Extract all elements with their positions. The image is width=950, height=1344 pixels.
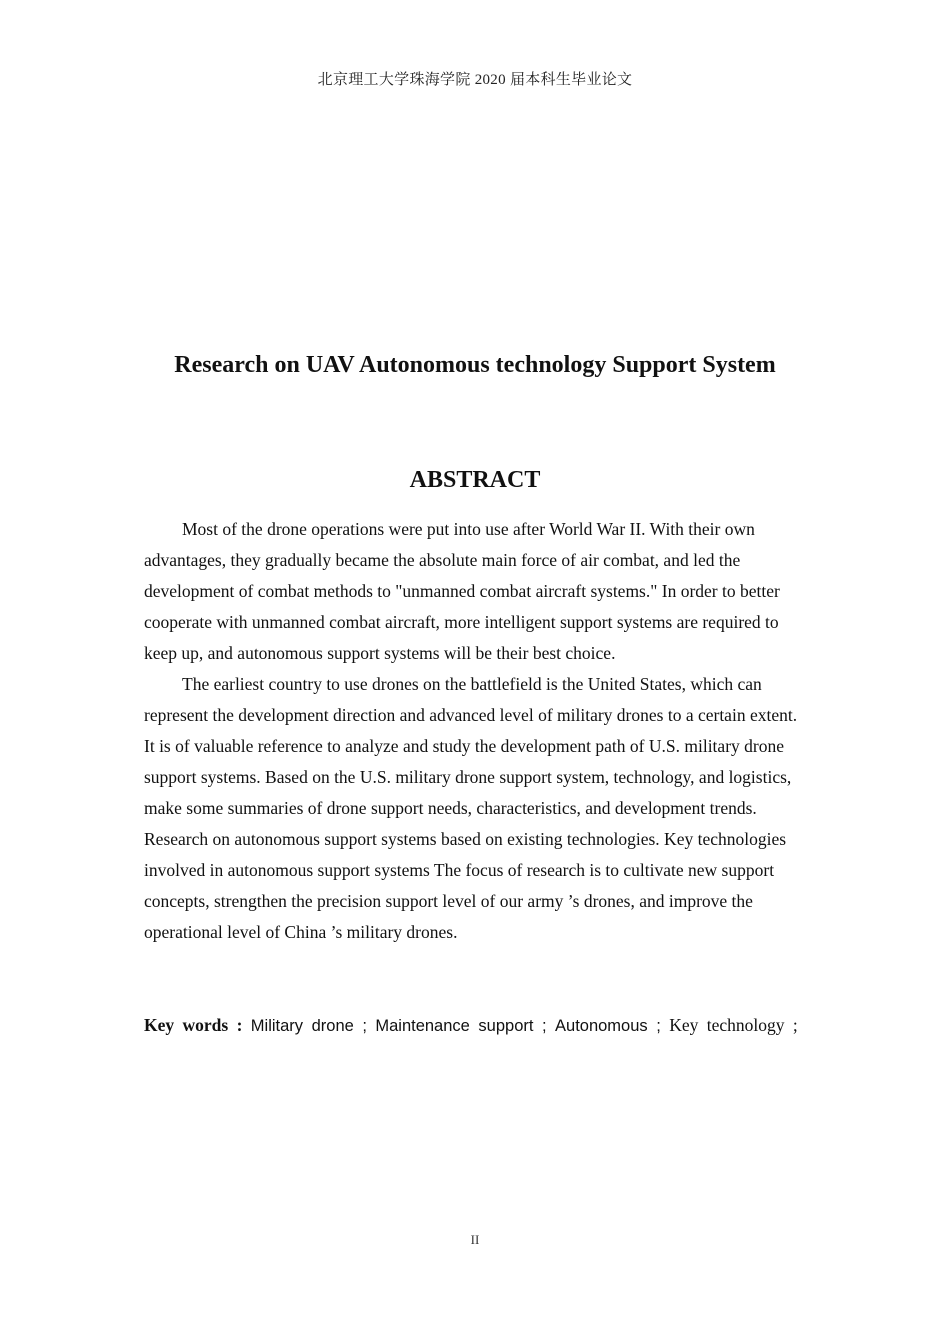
keyword-item: Military drone ; [250,1017,367,1035]
running-header: 北京理工大学珠海学院 2020 届本科生毕业论文 [317,72,633,88]
thesis-title: Research on UAV Autonomous technology Support System [174,352,776,378]
abstract-paragraph: The earliest country to use drones on the battlefield is the United States, which can represent the development direction and advanced level of military drones to a certain extent. It is of valuable reference to analyze and study the development path of U.S. military drone support systems. Based on the U.S. military drone support system, technology, and logistics, make some summaries of drone support needs, characteristics, and development trends. Research on autonomous support systems based on existing technologies. Key technologies involved in autonomous support systems The focus of research is to cultivate new support concepts, strengthen the precision support level of our army ’s drones, and improve the operational level of China ’s military drones. [144,674,798,942]
keyword-item: Autonomous ; [555,1017,661,1035]
keywords-line [144,1010,806,1042]
abstract-heading: ABSTRACT [409,467,541,493]
abstract-body [144,514,808,948]
page-number: II [470,1232,480,1247]
abstract-paragraph: Most of the drone operations were put into use after World War II. With their own advantages, they gradually became the absolute main force of air combat, and led the development of combat methods to "unmanned combat aircraft systems." In order to better cooperate with unmanned combat aircraft, more intelligent support systems are required to keep up, and autonomous support systems will be their best choice. [144,519,780,663]
keywords-label: Key words : [144,1015,243,1035]
keyword-item: Maintenance support ; [375,1017,547,1035]
keyword-item: Key technology ; [669,1015,798,1035]
